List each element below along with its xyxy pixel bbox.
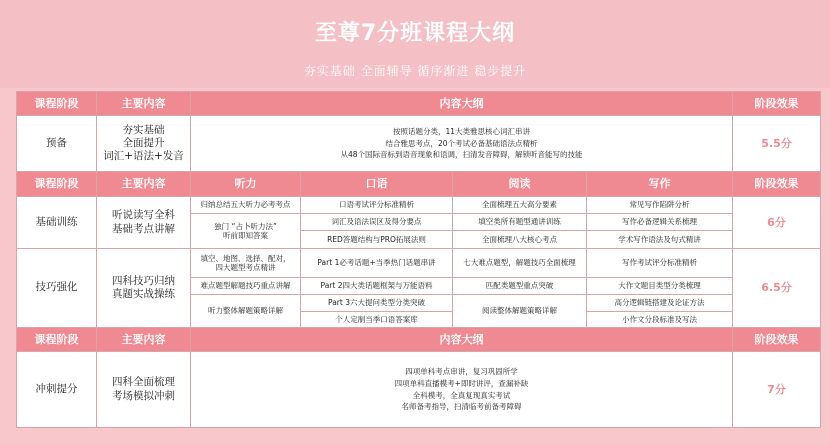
course-table	[16, 91, 821, 428]
header-writing: 写作	[587, 172, 733, 197]
skills-writing-item: 大作文题目类型分类梳理	[587, 278, 733, 295]
sprint-effect: 7分	[733, 352, 821, 428]
prep-content-line: 全面提升	[122, 136, 165, 149]
basic-speaking-item: 口语考试评分标准精析	[301, 197, 453, 214]
sprint-outline-line: 四项单科考点串讲，复习巩固所学	[405, 367, 518, 377]
skills-listening-item: 难点题型解题技巧重点讲解	[191, 278, 301, 295]
skills-speaking-item: Part 1必考话题+当季热门话题串讲	[301, 249, 453, 278]
header-stage: 课程阶段	[17, 92, 97, 116]
basic-listening-item: 归纳总结五大听力必考考点	[191, 197, 301, 214]
basic-stage: 基础训练	[17, 197, 97, 249]
basic-reading-item: 填空类所有题型通讲训练	[453, 214, 587, 231]
sprint-content-line: 四科全面梳理	[112, 376, 175, 389]
skills-reading-item: 七大难点题型，解题技巧全面梳理	[453, 249, 587, 278]
skills-reading-item: 匹配类题型重点突破	[453, 278, 587, 295]
header-effect: 阶段效果	[733, 328, 821, 352]
skills-writing-item: 高分逻辑链搭建及论证方法	[587, 295, 733, 312]
basic-content-line: 听说读写全科	[112, 209, 175, 222]
basic-reading-item: 全面梳理五大高分要素	[453, 197, 587, 214]
header-content: 主要内容	[97, 172, 191, 197]
prep-outline-line: 从48个国际音标到语音现象和语调，扫清发音障碍，解锁听音能写的技能	[340, 150, 583, 160]
sprint-outline-line: 全科模考，全真复现真实考试	[412, 390, 511, 400]
basic-writing-item: 学术写作语法及句式精讲	[587, 231, 733, 249]
sprint-stage: 冲刺提分	[17, 352, 97, 428]
basic-listening-item: 独门 “占卜听力法” 听前即知答案	[191, 214, 301, 249]
header-effect: 阶段效果	[733, 92, 821, 116]
skills-writing-item: 小作文分段标准及写法	[587, 312, 733, 328]
header-listening: 听力	[191, 172, 301, 197]
basic-writing-item: 常见写作陷阱分析	[587, 197, 733, 214]
prep-outline-line: 结合雅思考点，20个考试必备基础语法点精析	[385, 138, 538, 148]
sprint-content	[97, 352, 191, 428]
skills-speaking-item: Part 2四大类话题框架与万能语料	[301, 278, 453, 295]
skills-reading-item: 阅读整体解题策略详解	[453, 295, 587, 328]
page-title: 至尊7分班课程大纲	[314, 21, 516, 46]
basic-reading-item: 全面梳理八大核心考点	[453, 231, 587, 249]
header-reading: 阅读	[453, 172, 587, 197]
skills-content-line: 真题实战操练	[112, 288, 175, 300]
skills-content-line: 四科技巧归纳	[112, 274, 175, 287]
basic-speaking-item: 词汇及语法误区及得分要点	[301, 214, 453, 231]
header-stage: 课程阶段	[17, 172, 97, 197]
sprint-outline-line: 四项单科直播模考+即时讲评，查漏补缺	[394, 378, 529, 388]
skills-listening-item: 听力整体解题策略详解	[191, 295, 301, 328]
skills-listening-item: 填空、地图、选择、配对， 四大题型考点精讲	[191, 249, 301, 278]
header-outline: 内容大纲	[191, 92, 733, 116]
skills-effect: 6.5分	[733, 249, 821, 328]
skills-stage: 技巧强化	[17, 249, 97, 328]
header-content: 主要内容	[97, 92, 191, 116]
basic-content-line: 基础考点讲解	[112, 222, 175, 235]
header-content: 主要内容	[97, 328, 191, 352]
header-outline: 内容大纲	[191, 328, 733, 352]
prep-content-line: 词汇+语法+发音	[103, 150, 184, 163]
skills-writing-item: 写作考试评分标准精析	[587, 249, 733, 278]
sprint-content-line: 考场模拟冲刺	[112, 389, 175, 402]
basic-speaking-item: RED答题结构与PRO拓展法则	[301, 231, 453, 249]
prep-content-line: 夯实基础	[122, 123, 165, 136]
sprint-outline-line: 名师备考指导，扫清临考前备考障碍	[401, 402, 522, 412]
basic-content	[97, 197, 191, 249]
basic-effect: 6分	[733, 197, 821, 249]
basic-writing-item: 写作必备逻辑关系梳理	[587, 214, 733, 231]
prep-effect: 5.5分	[733, 116, 821, 172]
header-stage: 课程阶段	[17, 328, 97, 352]
header-effect: 阶段效果	[733, 172, 821, 197]
skills-speaking-item: 个人定制当季口语答案库	[301, 312, 453, 328]
prep-stage: 预备	[17, 116, 97, 172]
prep-outline-line: 按照话题分类，11大类雅思核心词汇串讲	[392, 127, 531, 137]
prep-outline	[191, 116, 733, 172]
prep-content	[97, 116, 191, 172]
page-subtitle: 夯实基础 全面辅导 循序渐进 稳步提升	[303, 64, 527, 78]
header-speaking: 口语	[301, 172, 453, 197]
header-banner	[0, 0, 830, 88]
skills-content	[97, 249, 191, 328]
skills-speaking-item: Part 3六大提问类型分类突破	[301, 295, 453, 312]
sprint-outline	[191, 352, 733, 428]
